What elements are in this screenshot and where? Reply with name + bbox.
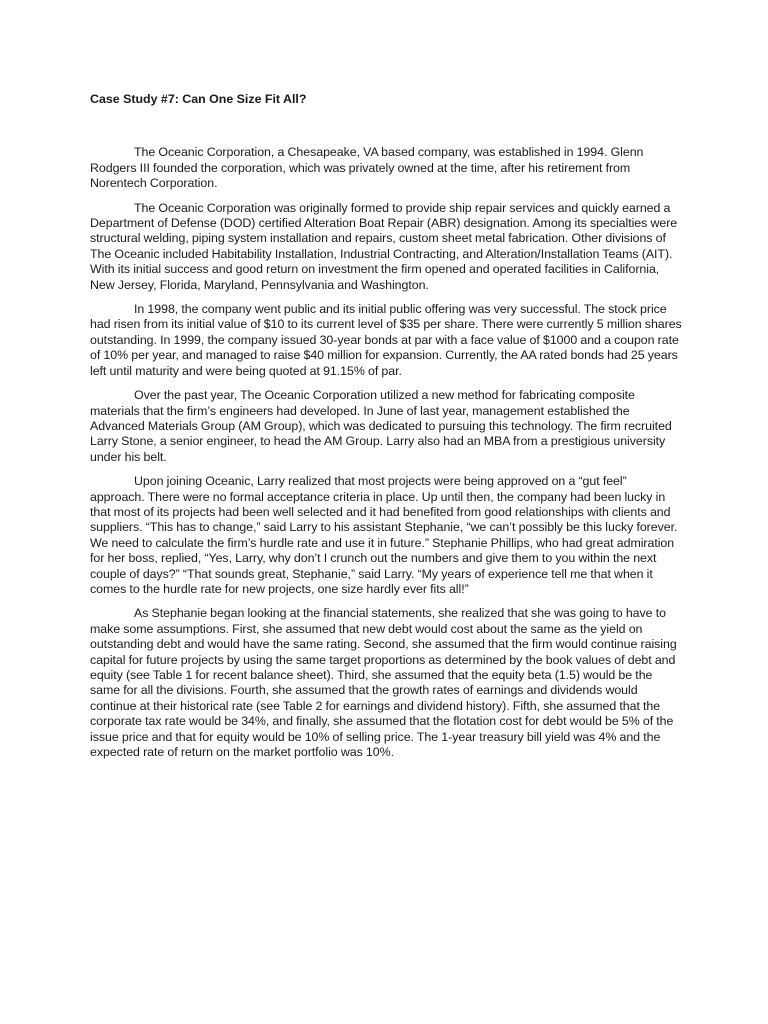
paragraph-services: The Oceanic Corporation was originally formed to provide ship repair services and quickly earned a Department of Defense (DOD) certified Alteration Boat Repair (ABR) designation. Among its specialties were structural welding, piping system installation and repairs, custom sheet metal fabrication. Other divisions of The Oceanic included Habitability Installation, Industrial Contracting, and Alteration/Installation Teams (AIT). With its initial success and good return on investment the firm opened and operated facilities in California, New Jersey, Florida, Maryland, Pennsylvania and Washington. xyxy=(90,200,678,292)
paragraph-hurdle-rate: Upon joining Oceanic, Larry realized that most projects were being approved on a “gut feel” approach. There were no formal acceptance criteria in place. Up until then, the company had been lucky in that most of its projects had been well selected and it had benefited from good relationships with clients and suppliers. “This has to change,” said Larry to his assistant Stephanie, “we can’t possibly be this lucky forever. We need to calculate the firm’s hurdle rate and use it in future.” Stephanie Phillips, who had great admiration for her boss, replied, “Yes, Larry, why don’t I crunch out the numbers and give them to you within the next couple of days?” “That sounds great, Stephanie,” said Larry. “My years of experience tell me that when it comes to the hurdle rate for new projects, one size hardly ever fits all!” xyxy=(90,474,678,596)
paragraph-assumptions: As Stephanie began looking at the financial statements, she realized that she was going to have to make some assumptions. First, she assumed that new debt would cost about the same as the yield on outstanding debt and would have the same rating. Second, she assumed that the firm would continue raising capital for future projects by using the same target proportions as determined by the book values of debt and equity (see Table 1 for recent balance sheet). Third, she assumed that the equity beta (1.5) would be the same for all the divisions. Fourth, she assumed that the growth rates of earnings and dividends would continue at their historical rate (see Table 2 for earnings and dividend history). Fifth, she assumed that the corporate tax rate would be 34%, and finally, she assumed that the flotation cost for debt would be 5% of the issue price and that for equity would be 10% of selling price. The 1-year treasury bill yield was 4% and the expected rate of return on the market portfolio was 10%. xyxy=(90,606,677,760)
document-title: Case Study #7: Can One Size Fit All? xyxy=(90,92,307,106)
document-body xyxy=(90,92,682,769)
paragraph-am-group: Over the past year, The Oceanic Corporation utilized a new method for fabricating composite materials that the firm’s engineers had developed. In June of last year, management established the Advanced Materials Group (AM Group), which was dedicated to pursuing this technology. The firm recruited Larry Stone, a senior engineer, to head the AM Group. Larry also had an MBA from a prestigious university under his belt. xyxy=(90,388,672,464)
paragraph-founding: The Oceanic Corporation, a Chesapeake, VA based company, was established in 1994. Glenn Rodgers III founded the corporation, which was privately owned at the time, after his retirement from Norentech Corporation. xyxy=(90,145,644,191)
paragraph-ipo-bonds: In 1998, the company went public and its initial public offering was very successful. The stock price had risen from its initial value of $10 to its current level of $35 per share. There were currently 5 million shares outstanding. In 1999, the company issued 30-year bonds at par with a face value of $1000 and a coupon rate of 10% per year, and managed to raise $40 million for expansion. Currently, the AA rated bonds had 25 years left until maturity and were being quoted at 91.15% of par. xyxy=(90,302,682,378)
